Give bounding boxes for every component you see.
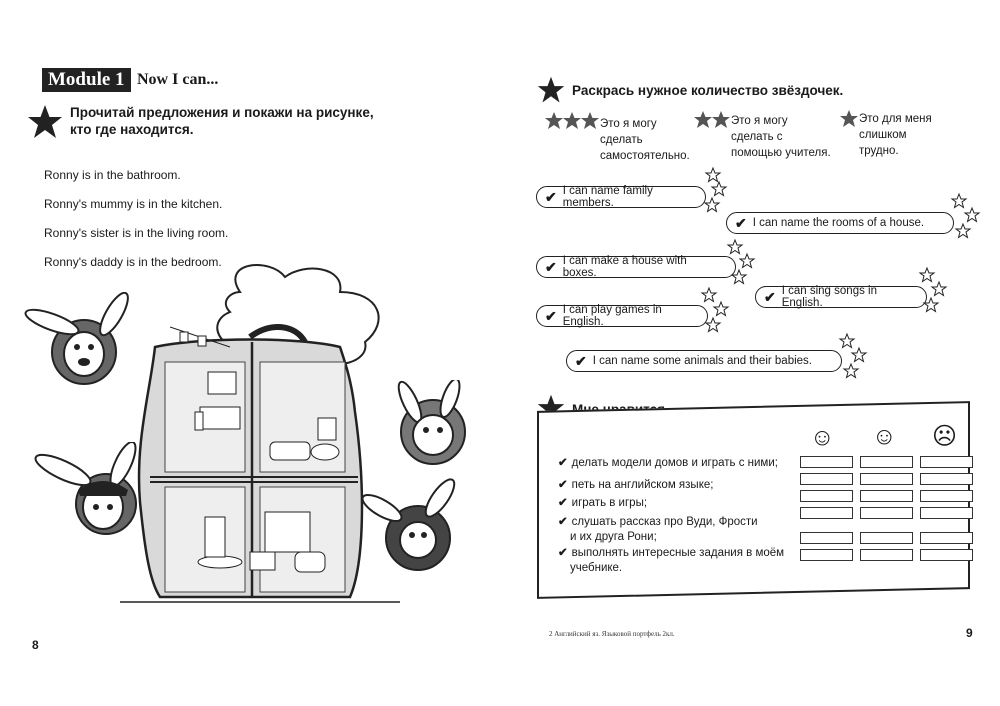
answer-box[interactable]	[800, 456, 853, 468]
smile-face-icon: ☺	[872, 423, 897, 450]
like-item	[558, 456, 778, 471]
answer-box[interactable]	[920, 549, 973, 561]
legend-difficult-line3: трудно.	[859, 145, 899, 157]
can-do-item	[536, 186, 706, 208]
rating-stars-group	[700, 166, 1000, 386]
house-illustration	[120, 262, 400, 607]
task-star-icon	[26, 104, 64, 140]
answer-boxes	[800, 456, 973, 561]
one-star-icon	[840, 110, 858, 128]
answer-box[interactable]	[800, 532, 853, 544]
answer-box[interactable]	[920, 456, 973, 468]
answer-box[interactable]	[920, 490, 973, 502]
rating-star-icon[interactable]	[952, 194, 966, 208]
rating-star-icon[interactable]	[740, 254, 754, 268]
rating-star-icon[interactable]	[924, 298, 938, 312]
check-icon: ✔	[545, 258, 557, 275]
rating-star-icon[interactable]	[965, 208, 979, 222]
rabbit-avatar-icon	[22, 292, 134, 392]
can-do-text: I can name family members.	[562, 185, 653, 209]
like-text-continued: и их друга Рони;	[570, 531, 657, 543]
legend-teacher-line2: сделать с	[731, 131, 783, 143]
three-stars-icon	[545, 112, 599, 130]
sad-face-icon: ☹	[932, 423, 958, 450]
rating-star-icon[interactable]	[714, 302, 728, 316]
legend-teacher-line1: Это я могу	[731, 115, 788, 127]
rating-star-icon[interactable]	[706, 168, 720, 182]
answer-box[interactable]	[800, 549, 853, 561]
answer-box[interactable]	[860, 549, 913, 561]
rating-star-icon[interactable]	[706, 318, 720, 332]
rating-star-icon[interactable]	[728, 240, 742, 254]
like-text: петь на английском языке;	[571, 479, 714, 491]
task1-title: Раскрась нужное количество звёздочек.	[572, 83, 844, 98]
like-item	[558, 496, 647, 511]
two-stars-icon	[694, 111, 730, 129]
like-item	[558, 546, 784, 576]
legend-difficult-line1: Это для меня	[859, 113, 932, 125]
legend-self-line3: самостоятельно.	[600, 150, 690, 162]
like-item	[558, 478, 713, 493]
check-icon: ✔	[764, 288, 776, 305]
happy-face-icon: ☺	[810, 424, 835, 451]
can-do-text: I can play games in English.	[562, 304, 662, 328]
check-icon: ✔	[735, 214, 747, 231]
like-text: играть в игры;	[571, 497, 648, 509]
legend-difficult	[859, 111, 932, 159]
check-icon: ✔	[575, 352, 587, 369]
rabbit-mummy-avatar-icon	[360, 478, 470, 588]
sentence-bedroom: Ronny's daddy is in the bedroom.	[44, 255, 222, 269]
like-text: выполнять интересные задания в моём	[571, 547, 785, 559]
rating-star-icon[interactable]	[956, 224, 970, 238]
answer-box[interactable]	[860, 532, 913, 544]
rating-star-icon[interactable]	[920, 268, 934, 282]
rating-star-icon[interactable]	[840, 334, 854, 348]
answer-box[interactable]	[920, 507, 973, 519]
legend-self-line1: Это я могу	[600, 118, 657, 130]
module-subtitle: Now I can...	[137, 71, 219, 88]
sentence-bathroom: Ronny is in the bathroom.	[44, 168, 181, 182]
like-item	[558, 515, 758, 545]
task-title-line1: Прочитай предложения и покажи на рисунке,	[70, 105, 374, 120]
rating-star-icon[interactable]	[732, 270, 746, 284]
answer-box[interactable]	[920, 473, 973, 485]
like-text-continued: учебнике.	[570, 562, 623, 574]
answer-box[interactable]	[800, 507, 853, 519]
page-number-right: 9	[966, 626, 973, 640]
answer-box[interactable]	[860, 490, 913, 502]
legend-teacher	[731, 113, 831, 161]
can-do-text: I can sing songs in English.	[781, 285, 877, 309]
rating-star-icon[interactable]	[852, 348, 866, 362]
sentence-kitchen: Ronny's mummy is in the kitchen.	[44, 197, 223, 211]
answer-box[interactable]	[860, 507, 913, 519]
check-icon: ✔	[545, 307, 557, 324]
rating-star-icon[interactable]	[702, 288, 716, 302]
task-title	[70, 104, 374, 138]
check-icon: ✔	[545, 188, 557, 205]
answer-box[interactable]	[860, 473, 913, 485]
can-do-text: I can name some animals and their babies.	[592, 355, 812, 367]
check-icon: ✔	[558, 497, 568, 509]
legend-difficult-line2: слишком	[859, 129, 907, 141]
sentence-living-room: Ronny's sister is in the living room.	[44, 226, 229, 240]
can-do-text: I can name the rooms of a house.	[752, 217, 925, 229]
legend-teacher-line3: помощью учителя.	[731, 147, 831, 159]
footer-note: 2 Английский яз. Языковой портфель 2кл.	[549, 630, 675, 638]
like-text: делать модели домов и играть с ними;	[571, 457, 778, 469]
rabbit-daddy-avatar-icon	[28, 442, 140, 542]
legend-self-line2: сделать	[600, 134, 643, 146]
check-icon: ✔	[558, 516, 568, 528]
rating-star-icon[interactable]	[932, 282, 946, 296]
rating-star-icon[interactable]	[844, 364, 858, 378]
can-do-text: I can make a house with boxes.	[562, 255, 687, 279]
module-badge: Module 1	[42, 68, 131, 92]
task-title-line2: кто где находится.	[70, 122, 194, 137]
check-icon: ✔	[558, 457, 568, 469]
like-text: слушать рассказ про Вуди, Фрости	[571, 516, 758, 528]
answer-box[interactable]	[800, 473, 853, 485]
rating-star-icon[interactable]	[705, 198, 719, 212]
can-do-item	[536, 305, 708, 327]
page-number-left: 8	[32, 638, 39, 652]
task-star-icon	[536, 76, 566, 104]
answer-box[interactable]	[860, 456, 913, 468]
answer-box[interactable]	[800, 490, 853, 502]
legend-self	[600, 116, 690, 164]
answer-box[interactable]	[920, 532, 973, 544]
check-icon: ✔	[558, 547, 568, 559]
rabbit-sister-avatar-icon	[388, 380, 478, 470]
rating-star-icon[interactable]	[712, 182, 726, 196]
check-icon: ✔	[558, 479, 568, 491]
